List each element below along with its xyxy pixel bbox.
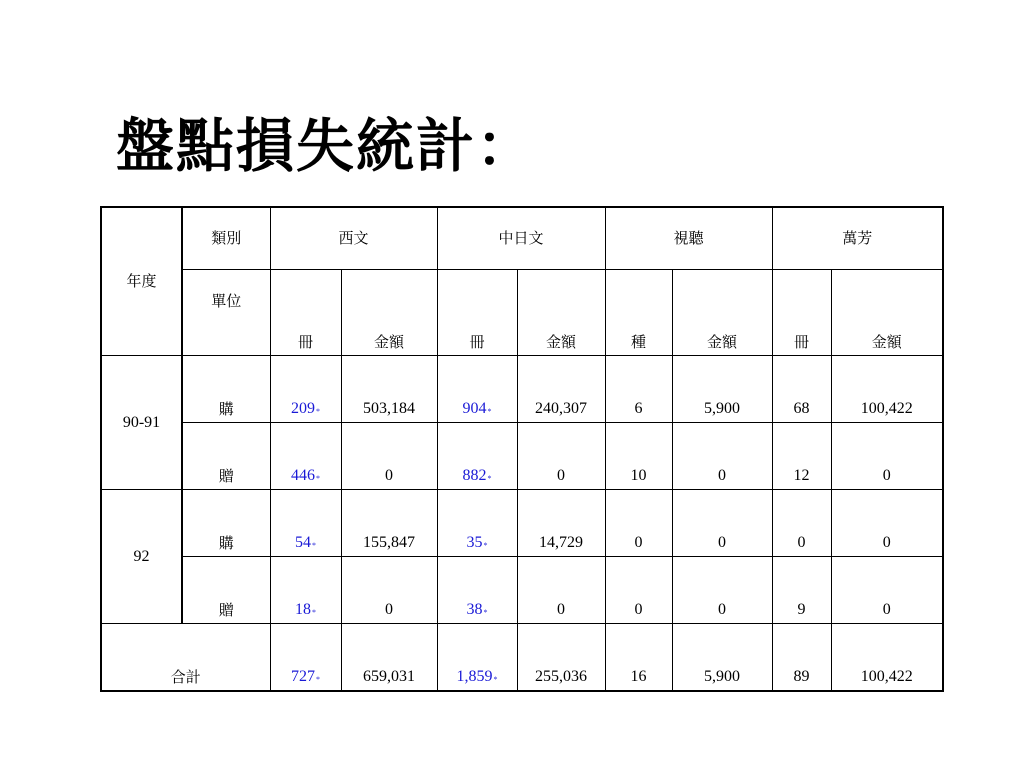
av-amount-cell: 0 — [672, 557, 772, 624]
header-row-groups — [101, 207, 943, 270]
wanfang-amount-cell: 0 — [831, 557, 943, 624]
count-value: 882 — [462, 467, 487, 484]
total-av-amount: 5,900 — [672, 624, 772, 692]
av-count-cell: 0 — [605, 490, 672, 557]
group-header-chinese-japanese: 中日文 — [437, 207, 605, 270]
table-row — [101, 490, 943, 557]
note-mark: * — [483, 541, 488, 550]
western-count-cell — [270, 557, 341, 624]
count-value: 35 — [466, 534, 483, 551]
total-wanfang-amount: 100,422 — [831, 624, 943, 692]
total-cj-amount: 255,036 — [517, 624, 605, 692]
total-western-count — [270, 624, 341, 692]
type-cell: 贈 — [182, 557, 270, 624]
unit-av-count: 種 — [605, 270, 672, 356]
western-count-cell — [270, 423, 341, 490]
group-header-western: 西文 — [270, 207, 437, 270]
count-value: 727 — [291, 668, 315, 685]
count-value: 38 — [466, 601, 483, 618]
header-row-units — [101, 270, 943, 356]
table-row — [101, 557, 943, 624]
cj-count-cell — [437, 490, 517, 557]
total-label: 合計 — [101, 624, 270, 692]
av-count-cell: 0 — [605, 557, 672, 624]
type-cell: 贈 — [182, 423, 270, 490]
western-amount-cell: 155,847 — [341, 490, 437, 557]
unit-western-amount: 金額 — [341, 270, 437, 356]
count-value: 209 — [291, 400, 315, 417]
unit-cj-amount: 金額 — [517, 270, 605, 356]
page-title: 盤點損失統計： — [116, 112, 537, 180]
count-value: 446 — [291, 467, 315, 484]
count-value: 1,859 — [456, 668, 493, 685]
table-row — [101, 423, 943, 490]
note-mark: * — [487, 407, 492, 416]
unit-wanfang-count: 冊 — [772, 270, 831, 356]
cj-count-cell — [437, 423, 517, 490]
wanfang-amount-cell: 0 — [831, 490, 943, 557]
wanfang-count-cell: 12 — [772, 423, 831, 490]
unit-cj-count: 冊 — [437, 270, 517, 356]
count-value: 54 — [295, 534, 311, 551]
type-cell: 購 — [182, 490, 270, 557]
total-cj-count — [437, 624, 517, 692]
cj-amount-cell: 0 — [517, 423, 605, 490]
av-count-cell: 10 — [605, 423, 672, 490]
wanfang-count-cell: 0 — [772, 490, 831, 557]
note-mark: * — [487, 474, 492, 483]
western-amount-cell: 503,184 — [341, 356, 437, 423]
note-mark: * — [316, 474, 320, 483]
table-row — [101, 356, 943, 423]
av-count-cell: 6 — [605, 356, 672, 423]
western-count-cell — [270, 490, 341, 557]
year-cell: 90-91 — [101, 356, 182, 490]
unit-header: 單位 — [182, 270, 270, 356]
cj-amount-cell: 14,729 — [517, 490, 605, 557]
inventory-loss-table — [100, 206, 944, 692]
note-mark: * — [483, 608, 488, 617]
cj-count-cell — [437, 557, 517, 624]
group-header-audiovisual: 視聽 — [605, 207, 772, 270]
cj-amount-cell: 240,307 — [517, 356, 605, 423]
total-row — [101, 624, 943, 692]
count-value: 904 — [462, 400, 487, 417]
year-header: 年度 — [101, 207, 182, 356]
total-av-count: 16 — [605, 624, 672, 692]
wanfang-count-cell: 68 — [772, 356, 831, 423]
wanfang-amount-cell: 100,422 — [831, 356, 943, 423]
category-header: 類別 — [182, 207, 270, 270]
type-cell: 購 — [182, 356, 270, 423]
note-mark: * — [316, 407, 320, 416]
note-mark: * — [316, 675, 320, 684]
total-western-amount: 659,031 — [341, 624, 437, 692]
group-header-wanfang: 萬芳 — [772, 207, 943, 270]
total-wanfang-count: 89 — [772, 624, 831, 692]
cj-amount-cell: 0 — [517, 557, 605, 624]
note-mark: * — [312, 608, 316, 617]
unit-western-count: 冊 — [270, 270, 341, 356]
av-amount-cell: 0 — [672, 490, 772, 557]
unit-av-amount: 金額 — [672, 270, 772, 356]
year-cell: 92 — [101, 490, 182, 624]
western-count-cell — [270, 356, 341, 423]
wanfang-amount-cell: 0 — [831, 423, 943, 490]
count-value: 18 — [295, 601, 311, 618]
western-amount-cell: 0 — [341, 557, 437, 624]
note-mark: * — [312, 541, 316, 550]
unit-wanfang-amount: 金額 — [831, 270, 943, 356]
av-amount-cell: 5,900 — [672, 356, 772, 423]
western-amount-cell: 0 — [341, 423, 437, 490]
cj-count-cell — [437, 356, 517, 423]
wanfang-count-cell: 9 — [772, 557, 831, 624]
note-mark: * — [493, 675, 498, 684]
av-amount-cell: 0 — [672, 423, 772, 490]
